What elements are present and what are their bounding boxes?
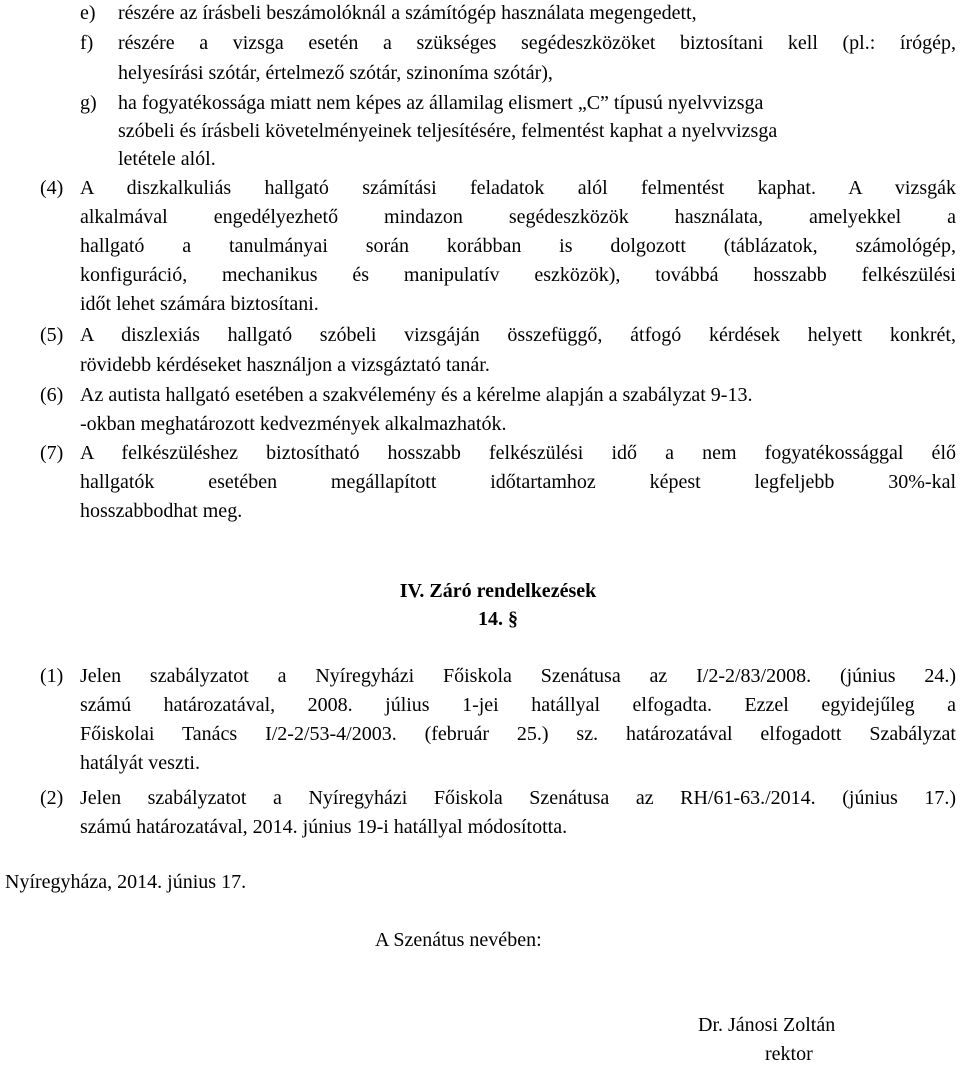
para4-marker: (4)	[40, 177, 64, 199]
place-date: Nyíregyháza, 2014. június 17.	[5, 871, 247, 893]
list-item-f-line1: részére a vizsga esetén a szükséges segédeszközöket biztosítani kell (pl.: írógép,	[118, 32, 956, 54]
para4-line2: alkalmával engedélyezhető mindazon segédeszközök használata, amelyekkel a	[80, 206, 956, 228]
para4-line4: konfiguráció, mechanikus és manipulatív eszközök), továbbá hosszabb felkészülési	[80, 264, 956, 286]
para6-marker: (6)	[40, 384, 64, 406]
closing1-line3: Főiskolai Tanács I/2-2/53-4/2003. (február 25.) sz. határozatával elfogadott Szabályzat	[80, 723, 956, 745]
closing1-marker: (1)	[40, 665, 64, 687]
list-item-e-text: részére az írásbeli beszámolóknál a számítógép használata megengedett,	[118, 2, 697, 24]
list-marker-f: f)	[80, 32, 94, 54]
closing1-line2: számú határozatával, 2008. július 1-jei hatállyal elfogadta. Ezzel egyidejűleg a	[80, 694, 956, 716]
list-item-g-line1: ha fogyatékossága miatt nem képes az államilag elismert „C” típusú nyelvvizsga	[118, 92, 764, 114]
closing1-line4: hatályát veszti.	[80, 752, 200, 774]
signer-title: rektor	[765, 1043, 813, 1065]
para7-line3: hosszabbodhat meg.	[80, 500, 243, 522]
para7-line2: hallgatók esetében megállapított időtartamhoz képest legfeljebb 30%-kal	[80, 471, 956, 493]
closing1-line1: Jelen szabályzatot a Nyíregyházi Főiskola Szenátusa az I/2-2/83/2008. (június 24.)	[80, 665, 956, 687]
list-marker-g: g)	[80, 92, 97, 114]
signer-name: Dr. Jánosi Zoltán	[698, 1014, 836, 1036]
list-item-f-line2: helyesírási szótár, értelmező szótár, szinoníma szótár),	[118, 62, 553, 84]
section-number: 14. §	[478, 608, 518, 630]
para7-marker: (7)	[40, 442, 64, 464]
para4-line1: A diszkalkuliás hallgató számítási feladatok alól felmentést kaphat. A vizsgák	[80, 177, 956, 199]
para4-line3: hallgató a tanulmányai során korábban is dolgozott (táblázatok, számológép,	[80, 235, 956, 257]
para5-marker: (5)	[40, 324, 64, 346]
para5-line1: A diszlexiás hallgató szóbeli vizsgáján összefüggő, átfogó kérdések helyett konkrét,	[80, 324, 956, 346]
list-marker-e: e)	[80, 2, 96, 24]
para5-line2: rövidebb kérdéseket használjon a vizsgáztató tanár.	[80, 354, 490, 376]
closing2-marker: (2)	[40, 787, 64, 809]
list-item-g-line2: szóbeli és írásbeli követelményeinek teljesítésére, felmentést kaphat a nyelvvizsga	[118, 120, 778, 142]
para7-line1: A felkészüléshez biztosítható hosszabb felkészülési idő a nem fogyatékossággal élő	[80, 442, 956, 464]
list-item-g-line3: letétele alól.	[118, 148, 216, 170]
para6-line2: -okban meghatározott kedvezmények alkalmazhatók.	[80, 413, 507, 435]
para4-line5: időt lehet számára biztosítani.	[80, 293, 319, 315]
para6-line1: Az autista hallgató esetében a szakvélemény és a kérelme alapján a szabályzat 9-13.	[80, 384, 753, 406]
closing2-line1: Jelen szabályzatot a Nyíregyházi Főiskola Szenátusa az RH/61-63./2014. (június 17.)	[80, 787, 956, 809]
section-title: IV. Záró rendelkezések	[399, 580, 597, 602]
closing2-line2: számú határozatával, 2014. június 19-i hatállyal módosította.	[80, 816, 568, 838]
on-behalf-label: A Szenátus nevében:	[375, 929, 542, 951]
